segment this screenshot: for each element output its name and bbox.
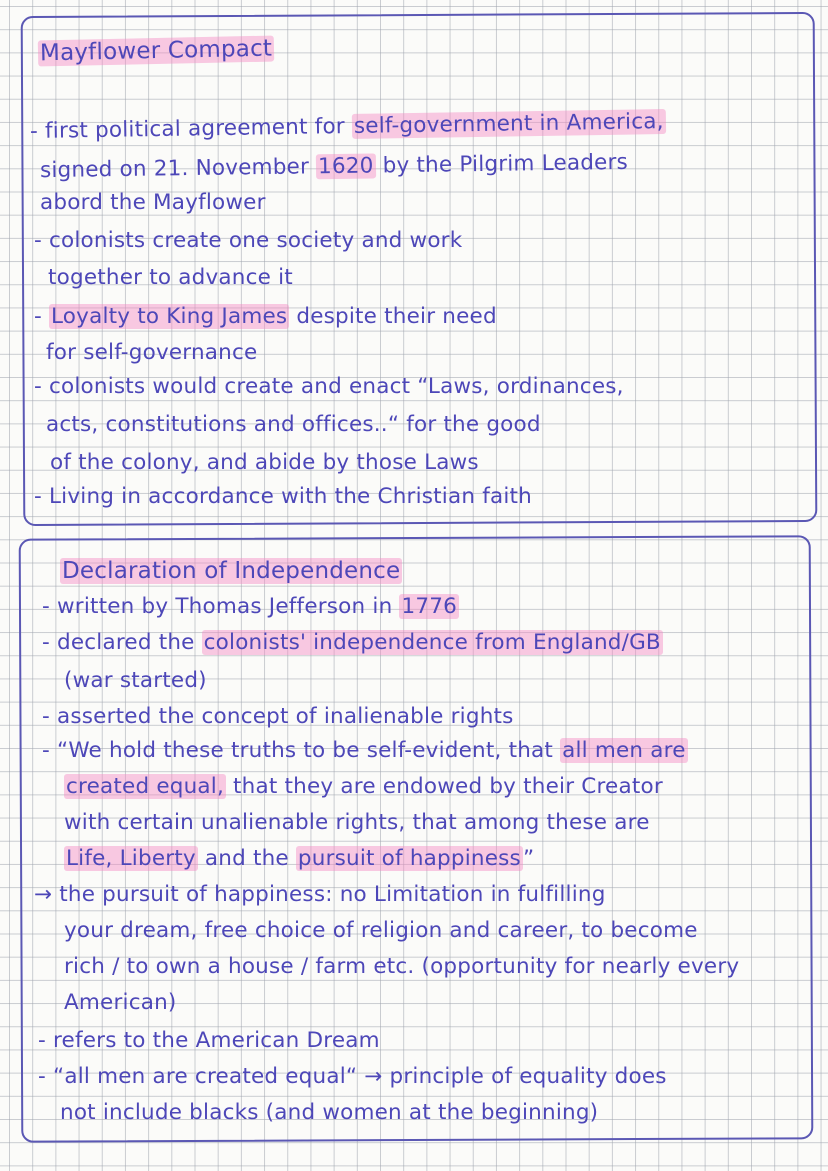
note-text: of the colony, and abide by those Laws (50, 450, 479, 475)
note-text: - first political agreement for (29, 113, 353, 144)
highlighted-text: colonists' independence from England/GB (203, 630, 661, 655)
note-text: with certain unalienable rights, that among these are (64, 810, 650, 835)
note-text: by the Pilgrim Leaders (375, 149, 629, 179)
highlighted-text: self-government in America, (353, 109, 664, 139)
note-line (64, 844, 534, 874)
note-text: abord the Mayflower (40, 190, 266, 215)
note-text: - Living in accordance with the Christian faith (34, 484, 532, 509)
note-line (38, 1026, 380, 1056)
note-line (34, 372, 624, 402)
note-text: despite their need (289, 304, 497, 329)
note-line (60, 1098, 598, 1128)
note-text: not include blacks (and women at the beginning) (60, 1100, 599, 1125)
note-text: (war started) (64, 668, 207, 693)
note-line (42, 736, 688, 766)
highlighted-text: Life, Liberty (66, 846, 196, 871)
note-line (64, 952, 739, 982)
section-title-text: Mayflower Compact (39, 35, 273, 67)
highlighted-text: 1620 (317, 153, 374, 180)
note-text: signed on 21. November (39, 154, 317, 184)
note-line (64, 666, 207, 696)
note-text: - refers to the American Dream (38, 1028, 380, 1053)
note-text: rich / to own a house / farm etc. (opportunity for nearly every (64, 954, 740, 979)
note-line (46, 410, 541, 440)
note-line (34, 302, 497, 332)
note-text: ” (522, 846, 535, 871)
note-line (34, 226, 462, 256)
highlighted-text: created equal, (66, 774, 225, 799)
note-text: American) (64, 990, 177, 1015)
highlighted-text: all men are (562, 738, 686, 763)
note-line (64, 808, 650, 838)
highlighted-text: pursuit of happiness (297, 846, 521, 871)
note-text: - (34, 304, 49, 329)
note-line (50, 448, 479, 478)
note-line (34, 880, 606, 910)
note-line (64, 772, 663, 802)
note-text: - “We hold these truths to be self-evident, that (42, 738, 561, 763)
note-text: → the pursuit of happiness: no Limitation in fulfilling (34, 882, 606, 907)
note-text: that they are endowed by their Creator (226, 774, 663, 799)
note-text: and the (197, 846, 296, 871)
note-line (46, 338, 257, 368)
note-line (38, 1062, 667, 1092)
note-line (42, 702, 514, 732)
section-title (60, 556, 402, 586)
note-text: - declared the (42, 630, 202, 655)
highlighted-text: Loyalty to King James (51, 304, 288, 329)
section-title-text: Declaration of Independence (62, 558, 401, 584)
note-line (64, 916, 698, 946)
note-line (34, 482, 532, 512)
note-text: - asserted the concept of inalienable rights (42, 704, 514, 729)
note-line (42, 592, 459, 622)
note-text: together to advance it (48, 265, 293, 290)
note-text: - colonists create one society and work (34, 228, 463, 253)
note-text: acts, constitutions and offices..“ for the good (46, 412, 541, 437)
note-text: for self-governance (46, 340, 258, 365)
note-line (48, 263, 293, 293)
note-text: your dream, free choice of religion and career, to become (64, 918, 698, 943)
note-text: - “all men are created equal“ → principle of equality does (38, 1064, 667, 1089)
section-title (38, 34, 275, 69)
note-line (40, 188, 266, 218)
note-line (42, 628, 663, 658)
note-text: - written by Thomas Jefferson in (42, 594, 400, 619)
note-text: - colonists would create and enact “Laws, ordinances, (34, 374, 624, 399)
highlighted-text: 1776 (401, 594, 457, 619)
note-line (64, 988, 177, 1018)
